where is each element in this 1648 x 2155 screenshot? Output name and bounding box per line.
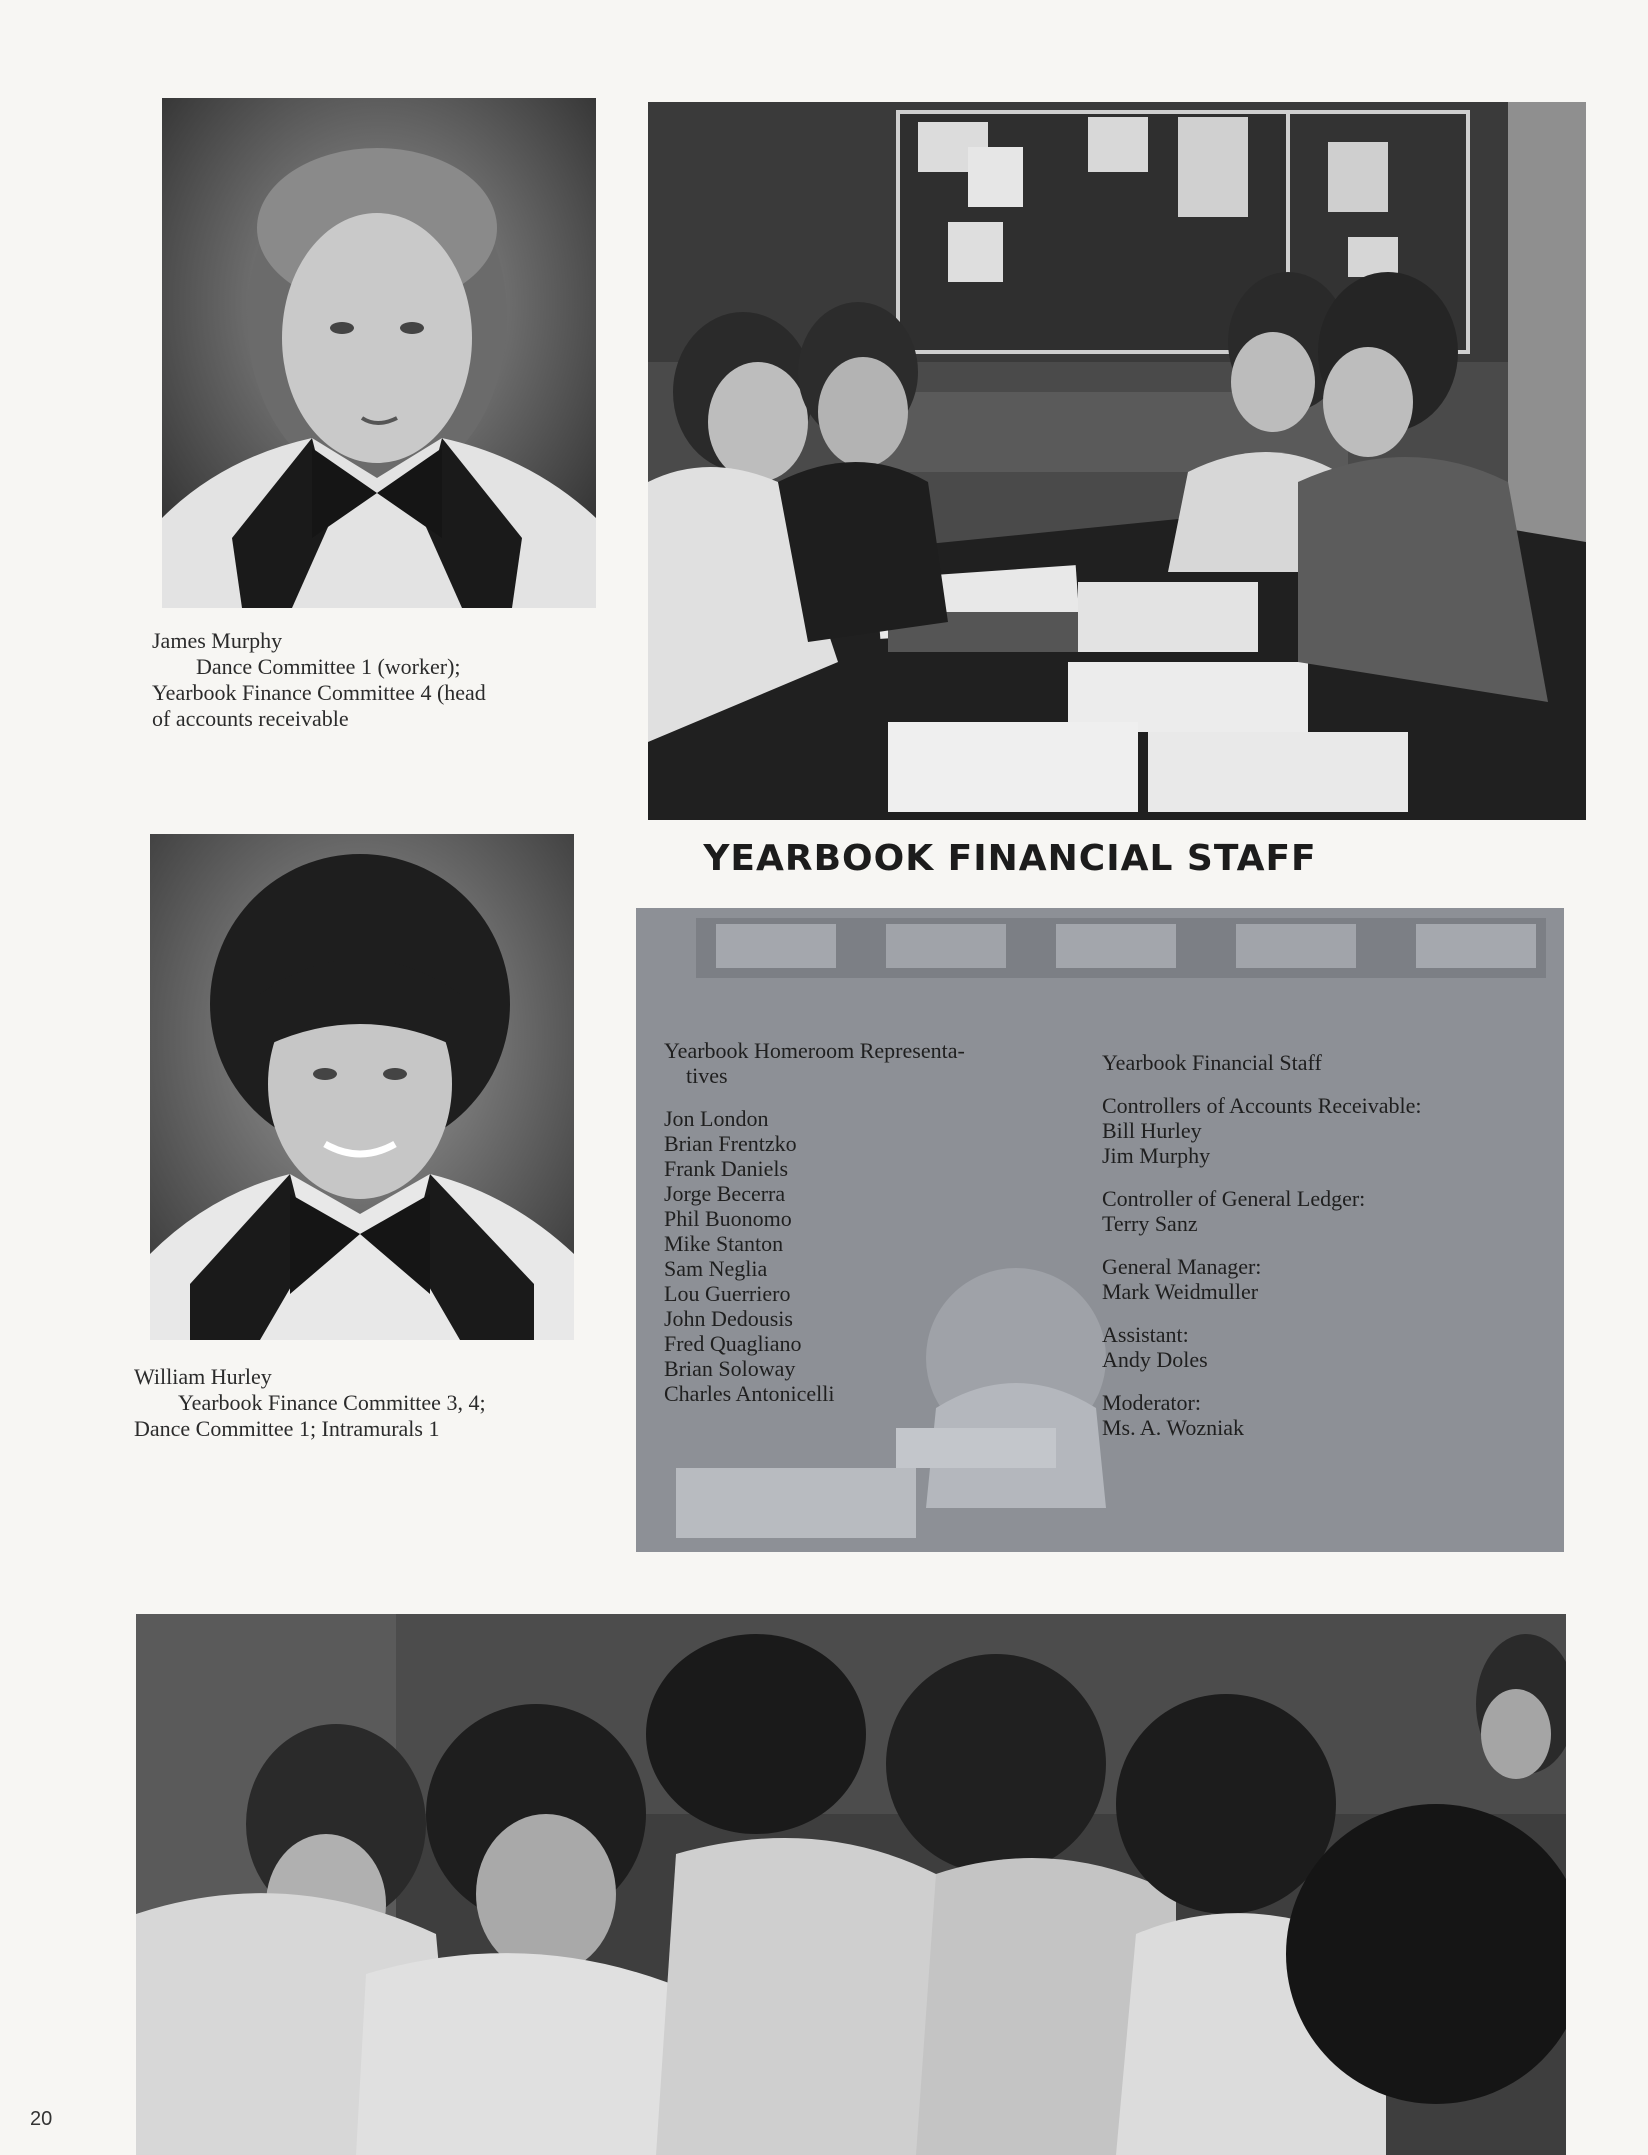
list-item: Jon London — [664, 1106, 769, 1131]
list-item: Lou Guerriero — [664, 1281, 791, 1306]
section-heading: YEARBOOK FINANCIAL STAFF — [703, 838, 1317, 879]
representatives-title-line: tives — [686, 1063, 728, 1088]
role-name: Terry Sanz — [1102, 1211, 1198, 1236]
role-label: Controller of General Ledger: — [1102, 1186, 1366, 1211]
staff-list-panel — [636, 908, 1564, 1552]
role-label: Moderator: — [1102, 1390, 1201, 1415]
activity-line: of accounts receivable — [152, 706, 349, 731]
caption-william-hurley — [134, 1364, 594, 1442]
role-block — [1102, 1186, 1552, 1236]
representatives-title-line: Yearbook Homeroom Representa- — [664, 1038, 965, 1063]
representatives-column — [664, 1038, 994, 1406]
role-block — [1102, 1390, 1552, 1440]
list-item: Brian Soloway — [664, 1356, 796, 1381]
financial-staff-title: Yearbook Financial Staff — [1102, 1050, 1322, 1075]
student-name: James Murphy — [152, 628, 283, 653]
list-item: Frank Daniels — [664, 1156, 789, 1181]
group-photo-students-bottom — [136, 1614, 1566, 2155]
representatives-list — [664, 1106, 994, 1406]
role-name: Mark Weidmuller — [1102, 1279, 1259, 1304]
financial-staff-column — [1102, 1050, 1552, 1458]
list-item: Sam Neglia — [664, 1256, 768, 1281]
role-block — [1102, 1322, 1552, 1372]
student-name: William Hurley — [134, 1364, 272, 1389]
page-number: 20 — [30, 2108, 53, 2130]
list-item: Charles Antonicelli — [664, 1381, 835, 1406]
list-item: Mike Stanton — [664, 1231, 784, 1256]
list-item: Brian Frentzko — [664, 1131, 797, 1156]
role-block — [1102, 1254, 1552, 1304]
representatives-title — [664, 1038, 994, 1088]
role-label: Controllers of Accounts Receivable: — [1102, 1093, 1422, 1118]
activity-line: Dance Committee 1; Intramurals 1 — [134, 1416, 440, 1441]
portrait-photo-william-hurley — [150, 834, 574, 1340]
activity-line: Yearbook Finance Committee 4 (head — [152, 680, 486, 705]
list-item: Jorge Becerra — [664, 1181, 786, 1206]
list-item: Fred Quagliano — [664, 1331, 802, 1356]
list-item: John Dedousis — [664, 1306, 793, 1331]
role-block — [1102, 1093, 1552, 1168]
role-label: General Manager: — [1102, 1254, 1262, 1279]
role-label: Assistant: — [1102, 1322, 1189, 1347]
list-item: Phil Buonomo — [664, 1206, 792, 1231]
role-name: Jim Murphy — [1102, 1143, 1211, 1168]
group-photo-finance-meeting — [648, 102, 1586, 820]
portrait-photo-james-murphy — [162, 98, 596, 608]
caption-james-murphy — [152, 628, 612, 732]
activity-line: Yearbook Finance Committee 3, 4; — [178, 1390, 486, 1415]
role-name: Andy Doles — [1102, 1347, 1208, 1372]
activity-line: Dance Committee 1 (worker); — [196, 654, 461, 679]
role-name: Ms. A. Wozniak — [1102, 1415, 1245, 1440]
role-name: Bill Hurley — [1102, 1118, 1202, 1143]
